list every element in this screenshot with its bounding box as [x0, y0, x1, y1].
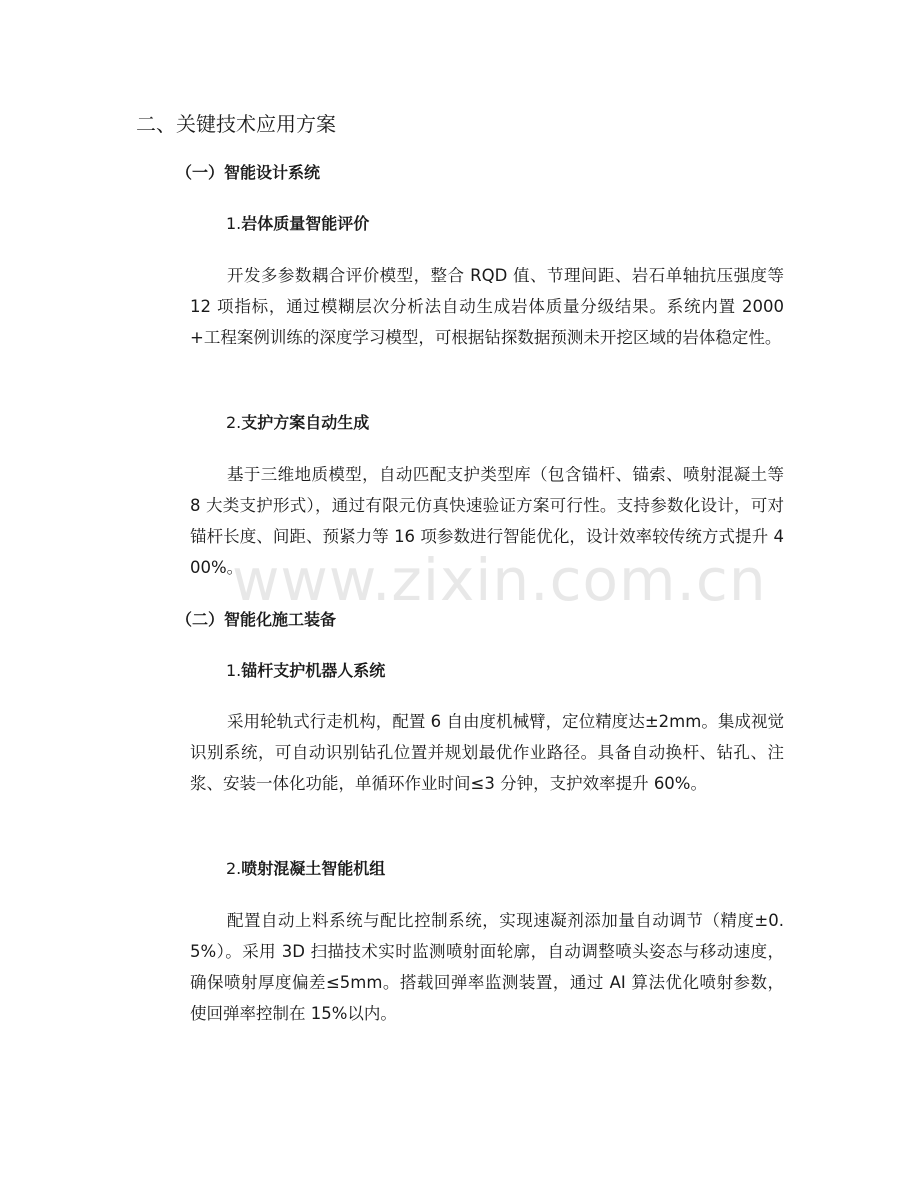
subsection-title-1: （一）智能设计系统: [176, 163, 321, 182]
item-heading-2-1: [226, 658, 385, 684]
item-heading-2-2: [226, 856, 385, 882]
item-number: 1.: [226, 661, 242, 680]
item-title: 锚杆支护机器人系统: [241, 661, 386, 680]
item-title: 岩体质量智能评价: [241, 214, 370, 233]
item-heading-1-2: [226, 410, 369, 436]
paragraph-1-1: 开发多参数耦合评价模型，整合 RQD 值、节理间距、岩石单轴抗压强度等 12 项指标，通过模糊层次分析法自动生成岩体质量分级结果。系统内置 2000+工程案例训练的深度学习模型，可根据钻探数据预测未开挖区域的岩体稳定性。: [190, 266, 784, 347]
watermark: www.zixin.com.cn: [232, 546, 767, 614]
item-title: 喷射混凝土智能机组: [241, 859, 386, 878]
item-number: 1.: [226, 214, 242, 233]
section-title: 二、关键技术应用方案: [136, 112, 336, 136]
item-number: 2.: [226, 859, 242, 878]
item-heading-1-1: [226, 211, 369, 237]
item-title: 支护方案自动生成: [241, 413, 370, 432]
paragraph-1-2: 基于三维地质模型，自动匹配支护类型库（包含锚杆、锚索、喷射混凝土等 8 大类支护形式），通过有限元仿真快速验证方案可行性。支持参数化设计，可对锚杆长度、间距、预紧力等 16 项参数进行智能优化，设计效率较传统方式提升 400%。: [190, 465, 784, 577]
paragraph-2-1: 采用轮轨式行走机构，配置 6 自由度机械臂，定位精度达±2mm。集成视觉识别系统，可自动识别钻孔位置并规划最优作业路径。具备自动换杆、钻孔、注浆、安装一体化功能，单循环作业时间≤3 分钟，支护效率提升 60%。: [190, 712, 784, 793]
item-number: 2.: [226, 413, 242, 432]
paragraph-2-2: 配置自动上料系统与配比控制系统，实现速凝剂添加量自动调节（精度±0.5%）。采用 3D 扫描技术实时监测喷射面轮廓，自动调整喷头姿态与移动速度，确保喷射厚度偏差≤5mm。搭载回弹率监测装置，通过 AI 算法优化喷射参数，使回弹率控制在 15%以内。: [190, 911, 784, 1023]
subsection-title-2: （二）智能化施工装备: [176, 610, 337, 629]
